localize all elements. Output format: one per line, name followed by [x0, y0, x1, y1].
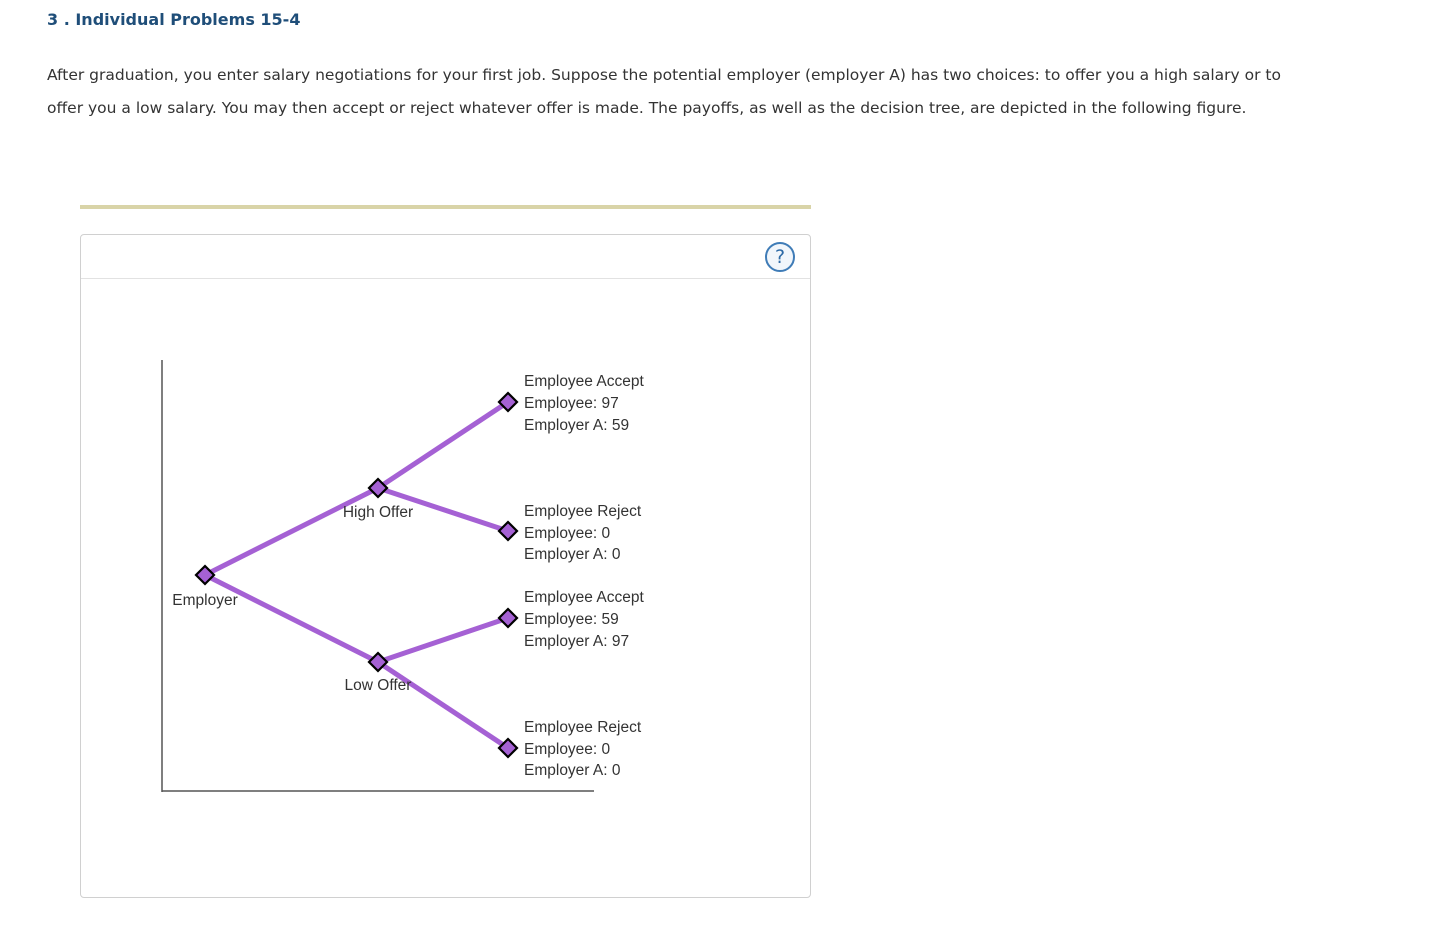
- decision-tree: [81, 235, 810, 897]
- branch-low-reject: [378, 662, 508, 748]
- outcome-high-reject: [524, 503, 642, 563]
- outcome-employer-payoff: Employer A: 97: [524, 633, 630, 650]
- employer-node: [196, 566, 214, 584]
- outcome-employee-payoff: Employee: 59: [524, 611, 619, 628]
- outcome-action: Employee Accept: [524, 589, 644, 606]
- problem-intro: After graduation, you enter salary negotiations for your first job. Suppose the potential employer (employer A) has two choices: to offer you a high salary or to offer you a low salary. You may then accept or reject whatever offer is made. The payoffs, as well as the decision tree, are depicted in the following figure.: [47, 66, 1281, 117]
- decision-tree-panel: [80, 234, 811, 898]
- outcome-action: Employee Accept: [524, 373, 644, 390]
- outcome-employee-payoff: Employee: 0: [524, 525, 611, 542]
- outcome-employee-payoff: Employee: 0: [524, 741, 611, 758]
- branch-employer-low-offer: [205, 575, 378, 662]
- outcome-high-accept: [524, 373, 644, 434]
- low-offer-label: Low Offer: [344, 677, 412, 694]
- problem-heading: 3 . Individual Problems 15-4: [47, 10, 301, 29]
- question-mark-icon: ?: [774, 246, 786, 268]
- outcome-employer-payoff: Employer A: 0: [524, 762, 621, 779]
- branch-high-accept: [378, 402, 508, 488]
- outcome-node-high-reject: [499, 522, 517, 540]
- section-divider: [80, 205, 811, 209]
- branch-low-accept: [378, 618, 508, 662]
- outcome-action: Employee Reject: [524, 503, 642, 520]
- outcome-low-accept: [524, 589, 644, 650]
- branch-employer-high-offer: [205, 488, 378, 575]
- employer-label: Employer: [172, 592, 238, 609]
- high-offer-label: High Offer: [342, 504, 414, 521]
- outcome-node-low-accept: [499, 609, 517, 627]
- outcome-employer-payoff: Employer A: 0: [524, 546, 621, 563]
- outcome-employee-payoff: Employee: 97: [524, 395, 619, 412]
- outcome-employer-payoff: Employer A: 59: [524, 417, 630, 434]
- outcome-action: Employee Reject: [524, 719, 642, 736]
- outcome-low-reject: [524, 719, 642, 779]
